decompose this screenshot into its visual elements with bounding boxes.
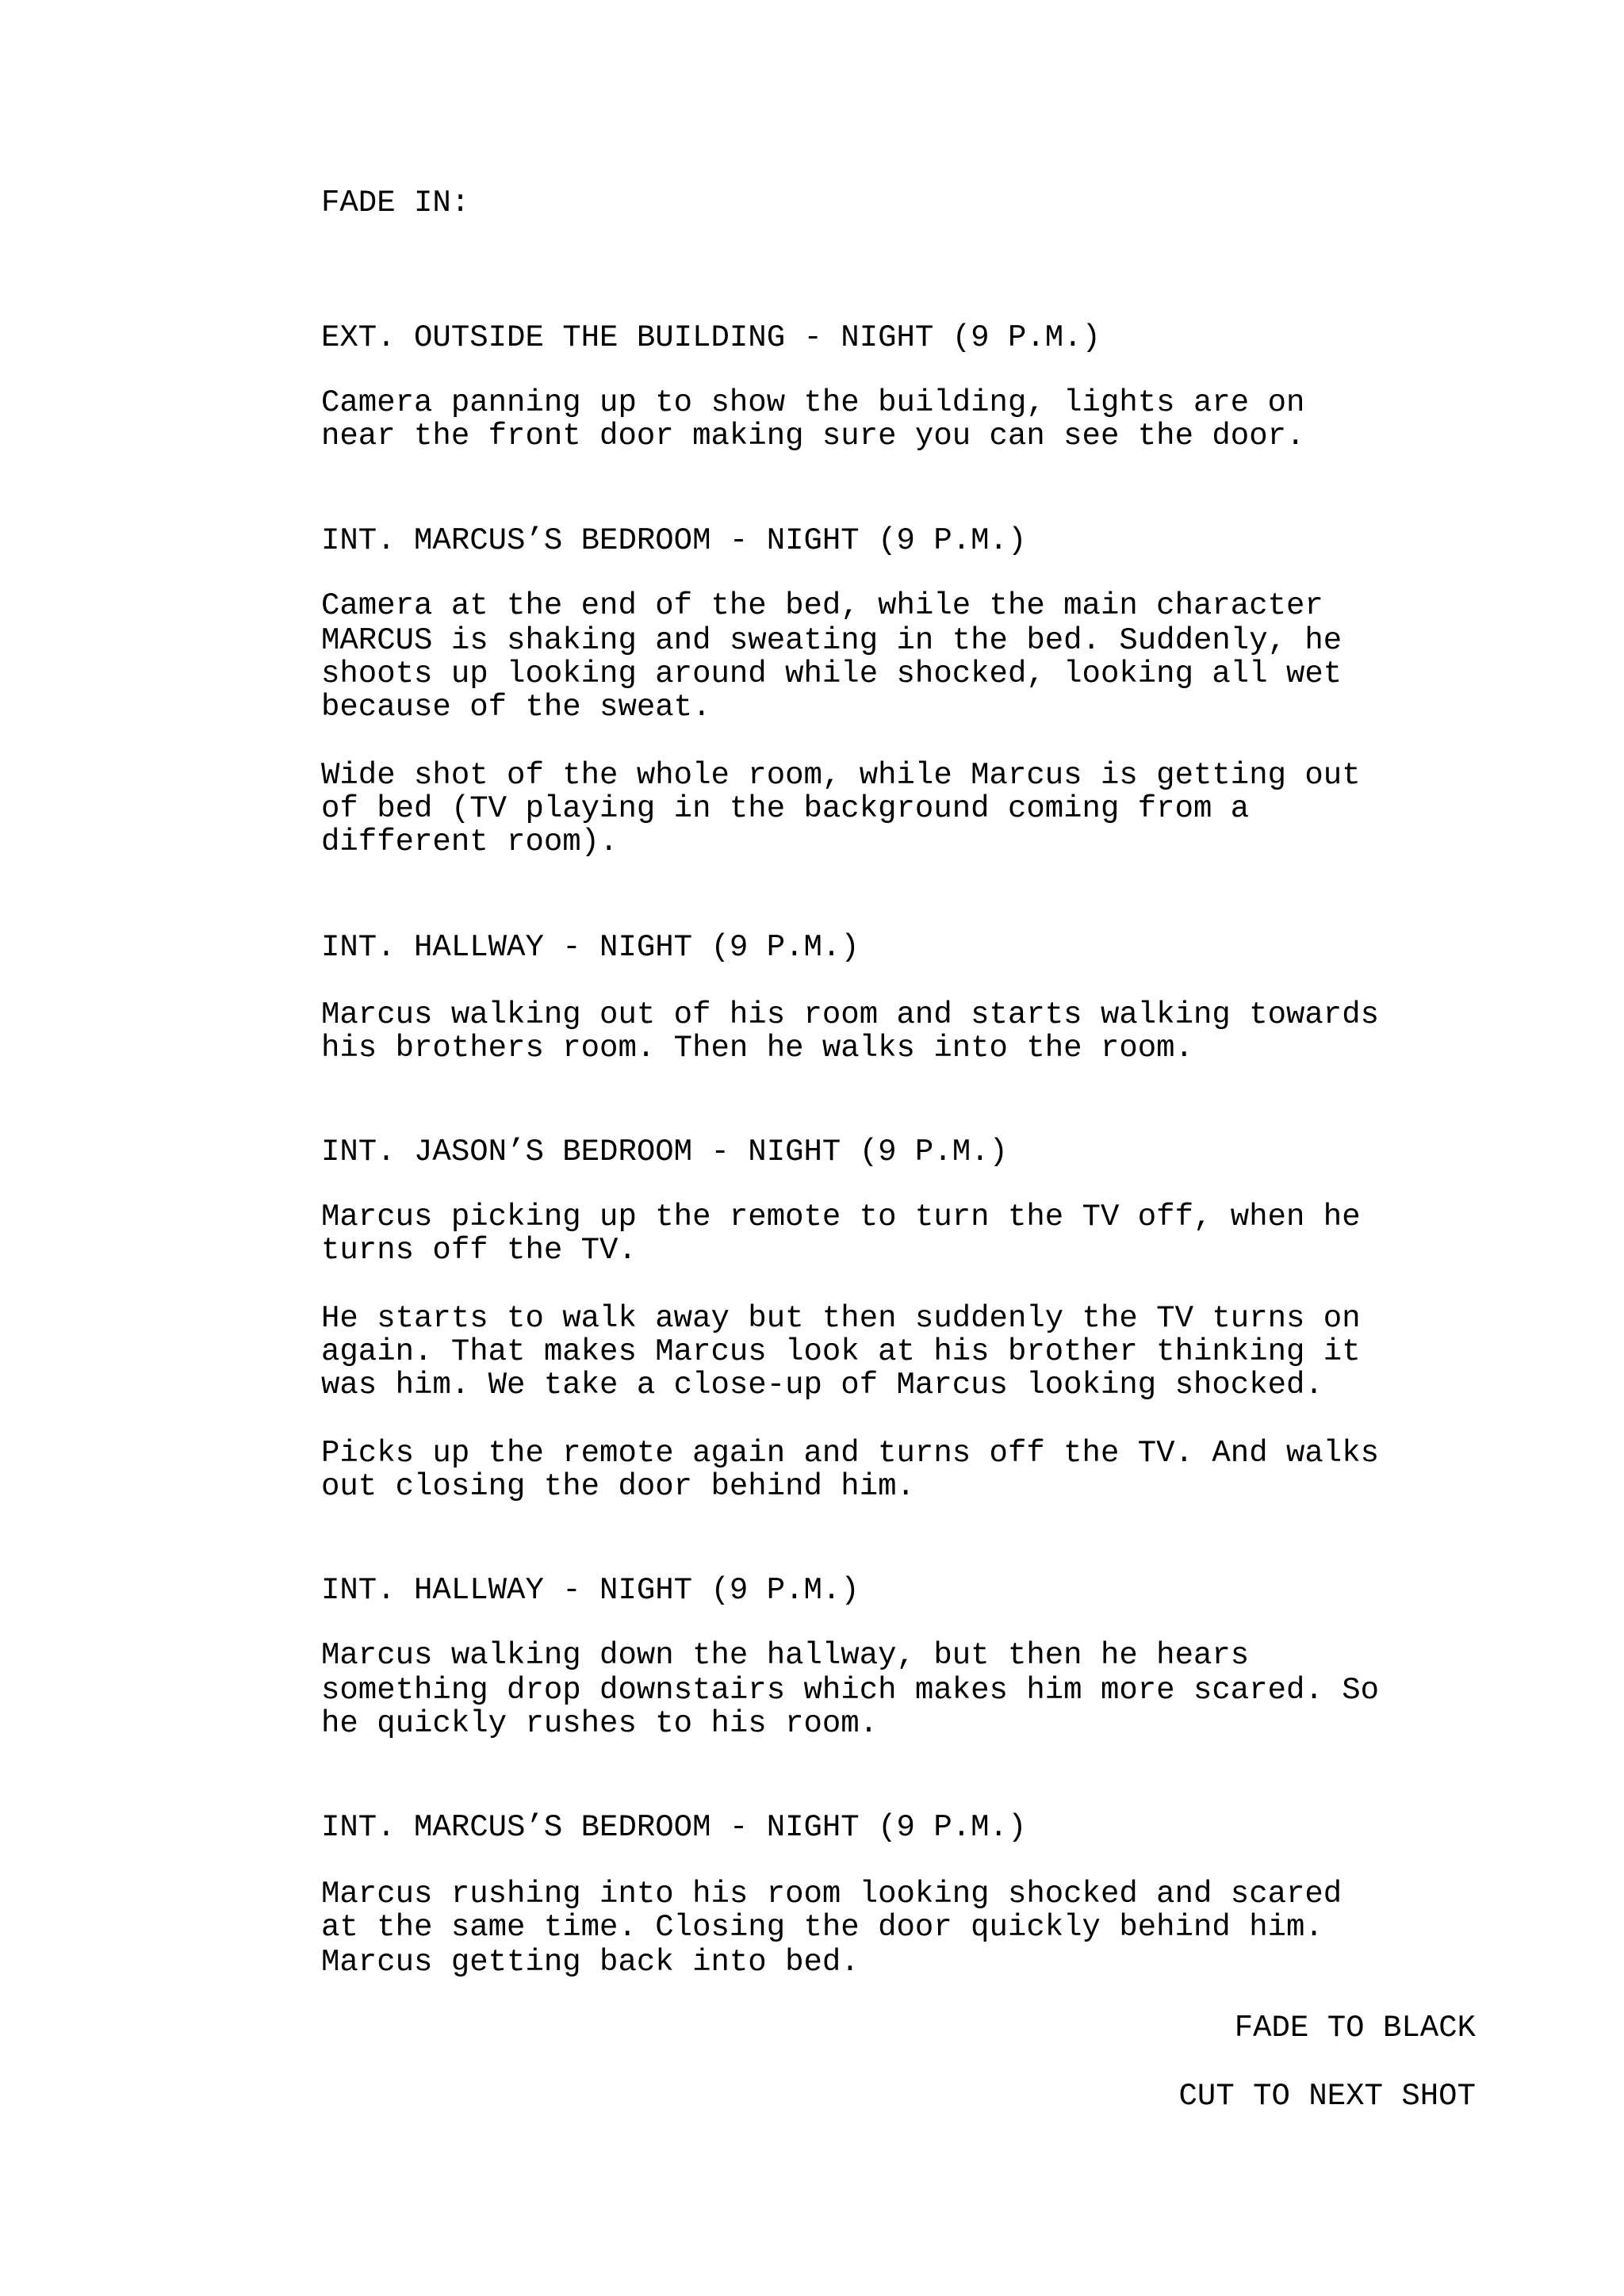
action-line: his brothers room. Then he walks into the room. bbox=[321, 1031, 1193, 1066]
scene-heading-jason-bedroom: INT. JASON’S BEDROOM - NIGHT (9 P.M.) bbox=[321, 1135, 1008, 1169]
action-line: Camera at the end of the bed, while the main character bbox=[321, 588, 1323, 623]
action-line: something drop downstairs which makes him more scared. So bbox=[321, 1673, 1380, 1708]
action-line: Marcus walking down the hallway, but then he hears bbox=[321, 1638, 1250, 1673]
action-line: MARCUS is shaking and sweating in the bed. Suddenly, he bbox=[321, 623, 1342, 658]
action-line: near the front door making sure you can see the door. bbox=[321, 419, 1305, 453]
fade-to-black-transition: FADE TO BLACK bbox=[1234, 2011, 1476, 2045]
action-line: Wide shot of the whole room, while Marcus is getting out bbox=[321, 758, 1361, 793]
scene-heading-exterior-building: EXT. OUTSIDE THE BUILDING - NIGHT (9 P.M.) bbox=[321, 320, 1101, 355]
action-line: because of the sweat. bbox=[321, 690, 711, 725]
action-line: turns off the TV. bbox=[321, 1233, 637, 1268]
fade-in-transition: FADE IN: bbox=[321, 186, 470, 220]
scene-heading-hallway: INT. HALLWAY - NIGHT (9 P.M.) bbox=[321, 1573, 860, 1608]
cut-to-next-shot-transition: CUT TO NEXT SHOT bbox=[1178, 2079, 1476, 2114]
action-line: Camera panning up to show the building, lights are on bbox=[321, 385, 1305, 420]
action-line: Picks up the remote again and turns off the TV. And walks bbox=[321, 1436, 1380, 1471]
action-line: Marcus walking out of his room and starts walking towards bbox=[321, 997, 1380, 1032]
action-line: shoots up looking around while shocked, looking all wet bbox=[321, 656, 1342, 691]
scene-heading-marcus-bedroom: INT. MARCUS’S BEDROOM - NIGHT (9 P.M.) bbox=[321, 523, 1027, 558]
action-line: of bed (TV playing in the background coming from a bbox=[321, 791, 1250, 826]
action-line: again. That makes Marcus look at his brother thinking it bbox=[321, 1334, 1361, 1369]
scene-heading-hallway: INT. HALLWAY - NIGHT (9 P.M.) bbox=[321, 930, 860, 965]
action-line: was him. We take a close-up of Marcus looking shocked. bbox=[321, 1368, 1323, 1402]
action-line: Marcus picking up the remote to turn the TV off, when he bbox=[321, 1200, 1361, 1234]
action-line: at the same time. Closing the door quickly behind him. bbox=[321, 1910, 1323, 1945]
scene-heading-marcus-bedroom: INT. MARCUS’S BEDROOM - NIGHT (9 P.M.) bbox=[321, 1810, 1027, 1845]
action-line: out closing the door behind him. bbox=[321, 1469, 915, 1504]
action-line: Marcus getting back into bed. bbox=[321, 1945, 860, 1980]
action-line: He starts to walk away but then suddenly the TV turns on bbox=[321, 1301, 1361, 1336]
action-line: he quickly rushes to his room. bbox=[321, 1706, 879, 1741]
action-line: Marcus rushing into his room looking shocked and scared bbox=[321, 1877, 1342, 1911]
action-line: different room). bbox=[321, 825, 619, 859]
